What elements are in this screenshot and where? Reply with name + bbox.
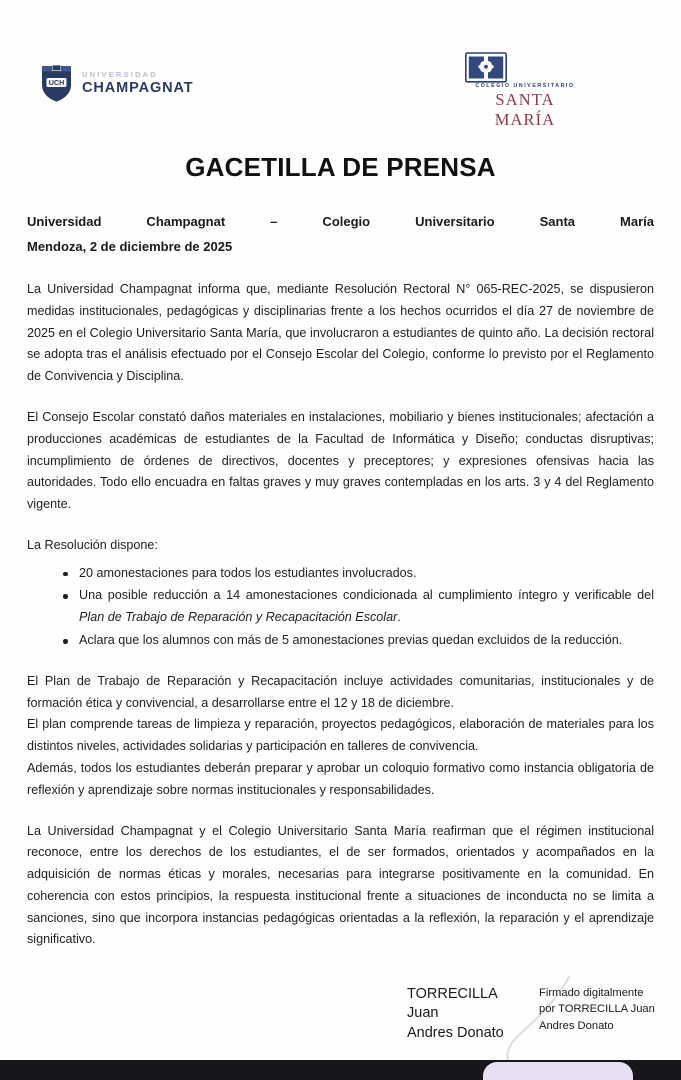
signature-meta-line3: Andres Donato: [539, 1019, 614, 1032]
signature-name-line2: Andres Donato: [407, 1024, 504, 1041]
paragraph-plan-overview: El Plan de Trabajo de Reparación y Recapacitación incluye actividades comunitarias, institucionales y de formación ética y convivencial, a desarrollarse entre el 12 y 18 de diciembre.: [27, 673, 654, 710]
shield-uch-icon: [40, 63, 73, 103]
open-book-flower-icon: [465, 52, 585, 83]
logo-colegio-santa-maria: [465, 52, 585, 130]
resolution-measures-list: [27, 563, 654, 652]
signature-area: [27, 979, 654, 1071]
document-subtitle-institutions: Universidad Champagnat – Colegio Universitario Santa María: [27, 214, 654, 229]
document-subtitle-date: Mendoza, 2 de diciembre de 2025: [27, 239, 233, 255]
list-item-text-after: .: [397, 610, 401, 625]
signature-meta-line2: por TORRECILLA Juan: [539, 1003, 655, 1016]
paragraph-resolution-intro: La Universidad Champagnat informa que, mediante Resolución Rectoral N° 065-REC-2025, se dispusieron medidas institucionales, pedagógicas y disciplinarias frente a los hechos ocurridos el día 27 de noviembre de 2025 en el Colegio Universitario Santa María, que involucraron a estudiantes de quinto año. La decisión rectoral se adopta tras el análisis efectuado por el Consejo Escolar del Colegio, conforme lo previsto por el Reglamento de Convivencia y Disciplina.: [27, 282, 654, 384]
device-bottom-bar: [0, 1060, 681, 1080]
signature-meta-line1: Firmado digitalmente: [539, 987, 644, 1000]
digital-signature-block: [407, 985, 671, 1043]
list-item-italic: Plan de Trabajo de Reparación y Recapacitación Escolar: [79, 610, 398, 625]
santa-maria-colegio-label: COLEGIO UNIVERSITARIO: [475, 83, 575, 89]
paragraph-coloquio: Además, todos los estudiantes deberán preparar y aprobar un coloquio formativo como instancia obligatoria de reflexión y aprendizaje sobre normas institucionales y responsabilidades.: [27, 760, 654, 797]
champagnat-name-label: CHAMPAGNAT: [82, 79, 194, 96]
letterhead: [24, 0, 657, 130]
paragraph-plan-tasks: El plan comprende tareas de limpieza y reparación, proyectos pedagógicos, elaboración de materiales para los distintos niveles, actividades solidarias y participación en talleres de convivencia.: [27, 717, 654, 754]
list-item: [63, 563, 654, 585]
paragraph-closing-statement: La Universidad Champagnat y el Colegio Universitario Santa María reafirman que el régimen institucional reconoce, entre los derechos de los estudiantes, el de ser formados, orientados y acompañados en la adquisición de normas éticas y morales, necesarias para integrarse positivamente en la comunidad. En coherencia con estos principios, la respuesta institucional frente a situaciones de inconducta no se limita a sanciones, sino que incorpora instancias pedagógicas orientadas a la reflexión, la reparación y el aprendizaje significativo.: [27, 823, 654, 947]
svg-text:UCH: UCH: [48, 78, 65, 87]
device-bottom-pill[interactable]: [483, 1062, 633, 1080]
list-item-text: 20 amonestaciones para todos los estudiantes involucrados.: [79, 565, 417, 580]
signature-name-line1: TORRECILLA Juan: [407, 986, 497, 1022]
champagnat-universidad-label: UNIVERSIDAD: [82, 70, 158, 79]
signature-name: [407, 985, 529, 1043]
santa-maria-name-label: SANTA MARÍA: [494, 90, 556, 129]
list-item-text: Aclara que los alumnos con más de 5 amonestaciones previas quedan excluidos de la reducción.: [79, 633, 623, 648]
champagnat-wordmark: [82, 71, 194, 95]
paragraph-resolution-list-intro: La Resolución dispone:: [27, 537, 158, 552]
page-title: GACETILLA DE PRENSA: [185, 152, 496, 182]
list-item: [63, 630, 654, 652]
signature-metadata: [539, 985, 671, 1034]
document-body: [24, 152, 657, 1071]
list-item-text: Una posible reducción a 14 amonestaciones condicionada al cumplimiento íntegro y verificable del: [79, 588, 654, 603]
list-item: [63, 585, 654, 629]
paragraph-consejo-escolar-findings: El Consejo Escolar constató daños materiales en instalaciones, mobiliario y bienes institucionales; afectación a producciones académicas de estudiantes de la Facultad de Informática y Diseño; conductas disruptivas; incumplimiento de órdenes de directivos, docentes y preceptores; y expresiones ofensivas hacia las autoridades. Todo ello encuadra en faltas graves y muy graves contempladas en los arts. 3 y 4 del Reglamento vigente.: [27, 410, 654, 512]
logo-universidad-champagnat: [40, 63, 194, 103]
